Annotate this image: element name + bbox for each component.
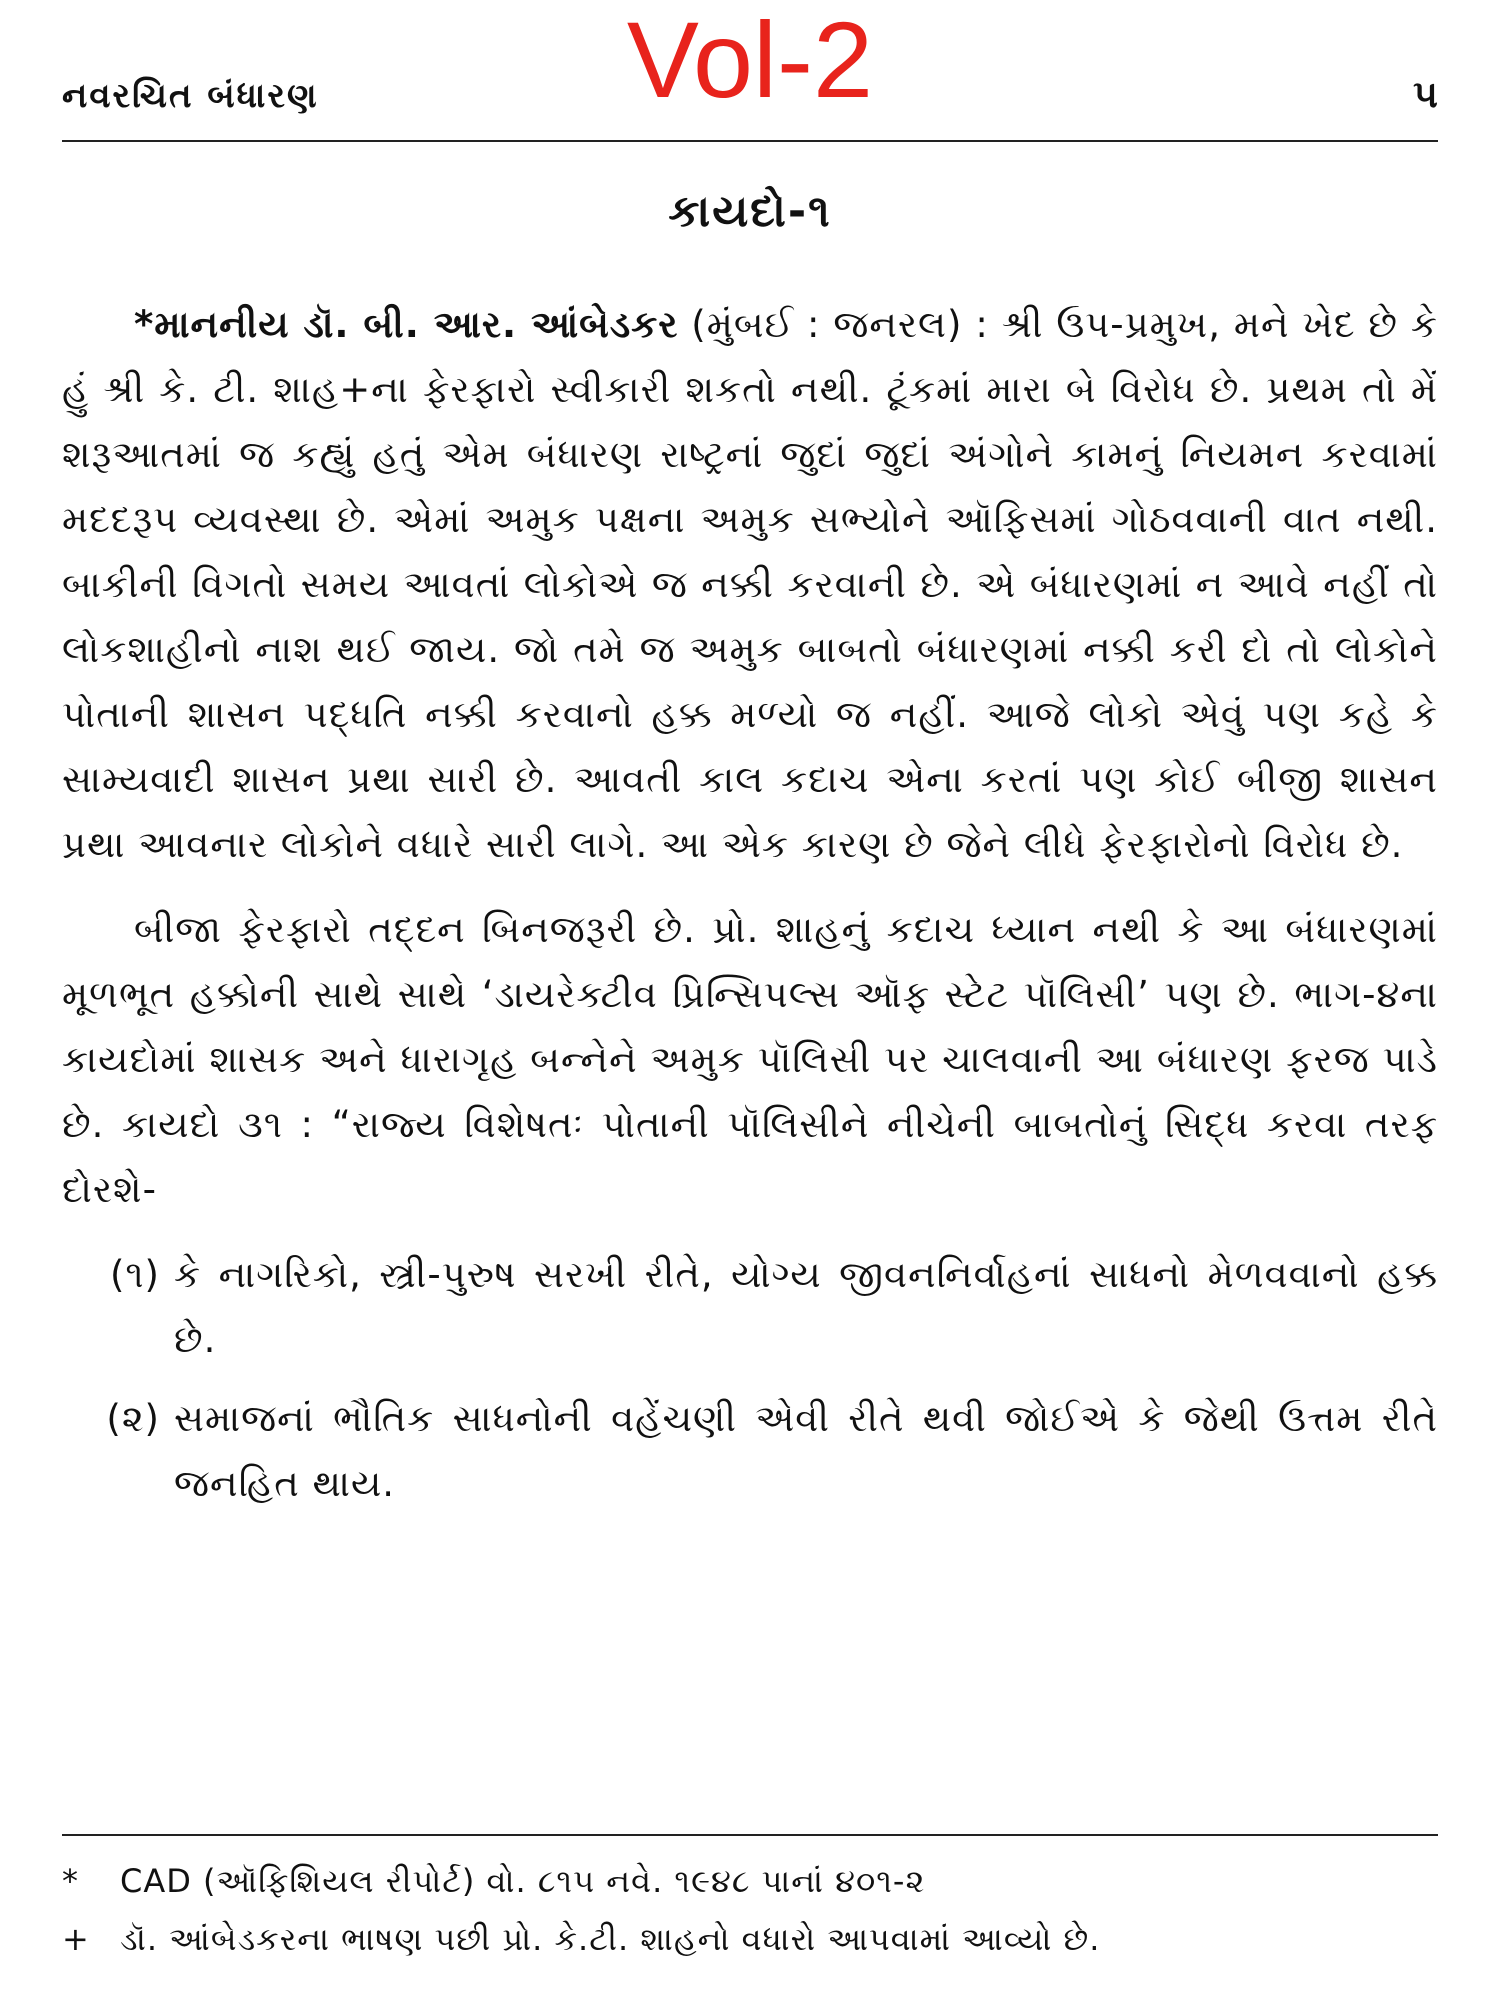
footnote-text: CAD (ઑફિશિયલ રીપોર્ટ) વો. ૮૧૫ નવે. ૧૯૪૮ પાનાં ૪૦૧-૨ — [120, 1862, 926, 1900]
list-number: (૧) — [109, 1253, 160, 1296]
speech-text: (મુંબઈ : જનરલ) : શ્રી ઉપ-પ્રમુખ, મને ખેદ છે કે હું શ્રી કે. ટી. શાહ+ના ફેરફારો સ્વીકારી શકતો નથી. ટૂંકમાં મારા બે વિરોધ છે. પ્રથમ તો મેં શરૂઆતમાં જ કહ્યું હતું એમ બંધારણ રાષ્ટ્રનાં જુદાં જુદાં અંગોને કામનું નિયમન કરવામાં મદદરૂપ વ્યવસ્થા છે. એમાં અમુક પક્ષના અમુક સભ્યોને ઑફિસમાં ગોઠવવાની વાત નથી. બાકીની વિગતો સમય આવતાં લોકોએ જ નક્કી કરવાની છે. એ બંધારણમાં ન આવે નહીં તો લોકશાહીનો નાશ થઈ જાય. જો તમે જ અમુક બાબતો બંધારણમાં નક્કી કરી દો તો લોકોને પોતાની શાસન પદ્ધતિ નક્કી કરવાનો હક્ક મળ્યો જ નહીં. આજે લોકો એવું પણ કહે કે સામ્યવાદી શાસન પ્રથા સારી છે. આવતી કાલ કદાચ એના કરતાં પણ કોઈ બીજી શાસન પ્રથા આવનાર લોકોને વધારે સારી લાગે. આ એક કારણ છે જેને લીધે ફેરફારોનો વિરોધ છે. — [62, 303, 1438, 866]
footnote — [62, 1910, 1438, 1968]
speaker-name: *માનનીય ડૉ. બી. આર. આંબેડકર — [134, 303, 679, 346]
footnote-text: ડૉ. આંબેડકરના ભાષણ પછી પ્રો. કે.ટી. શાહનો વધારો આપવામાં આવ્યો છે. — [120, 1920, 1101, 1958]
list-item — [62, 1242, 1438, 1372]
footnote — [62, 1852, 1438, 1910]
paragraph-speech — [62, 292, 1438, 877]
header-divider — [62, 140, 1438, 142]
footnote-divider — [62, 1834, 1438, 1836]
footnote-mark: * — [62, 1862, 79, 1900]
list-number: (૨) — [106, 1397, 160, 1440]
list-item — [62, 1386, 1438, 1516]
article-title: કાયદો-૧ — [668, 186, 832, 237]
page-body — [62, 292, 1438, 1530]
footnote-mark: + — [62, 1920, 90, 1958]
running-head: નવરચિત બંધારણ — [62, 76, 319, 116]
footnotes — [62, 1852, 1438, 1968]
paragraph-second: બીજા ફેરફારો તદ્દન બિનજરૂરી છે. પ્રો. શાહનું કદાચ ધ્યાન નથી કે આ બંધારણમાં મૂળભૂત હક્કોની સાથે સાથે ‘ડાયરેક્ટીવ પ્રિન્સિપલ્સ ઑફ સ્ટેટ પૉલિસી’ પણ છે. ભાગ-૪ના કાયદોમાં શાસક અને ધારાગૃહ બન્નેને અમુક પૉલિસી પર ચાલવાની આ બંધારણ ફરજ પાડે છે. કાયદો ૩૧ : “રાજ્ય વિશેષતઃ પોતાની પૉલિસીને નીચેની બાબતોનું સિદ્ધ કરવા તરફ દોરશે- — [62, 908, 1438, 1211]
page-number: ૫ — [1413, 72, 1438, 116]
list-text: સમાજનાં ભૌતિક સાધનોની વહેંચણી એવી રીતે થવી જોઈએ કે જેથી ઉત્તમ રીતે જનહિત થાય. — [174, 1397, 1438, 1505]
list-text: કે નાગરિકો, સ્ત્રી-પુરુષ સરખી રીતે, યોગ્ય જીવનનિર્વાહનાં સાધનો મેળવવાનો હક્ક છે. — [174, 1253, 1438, 1361]
volume-label: Vol-2 — [626, 0, 874, 120]
